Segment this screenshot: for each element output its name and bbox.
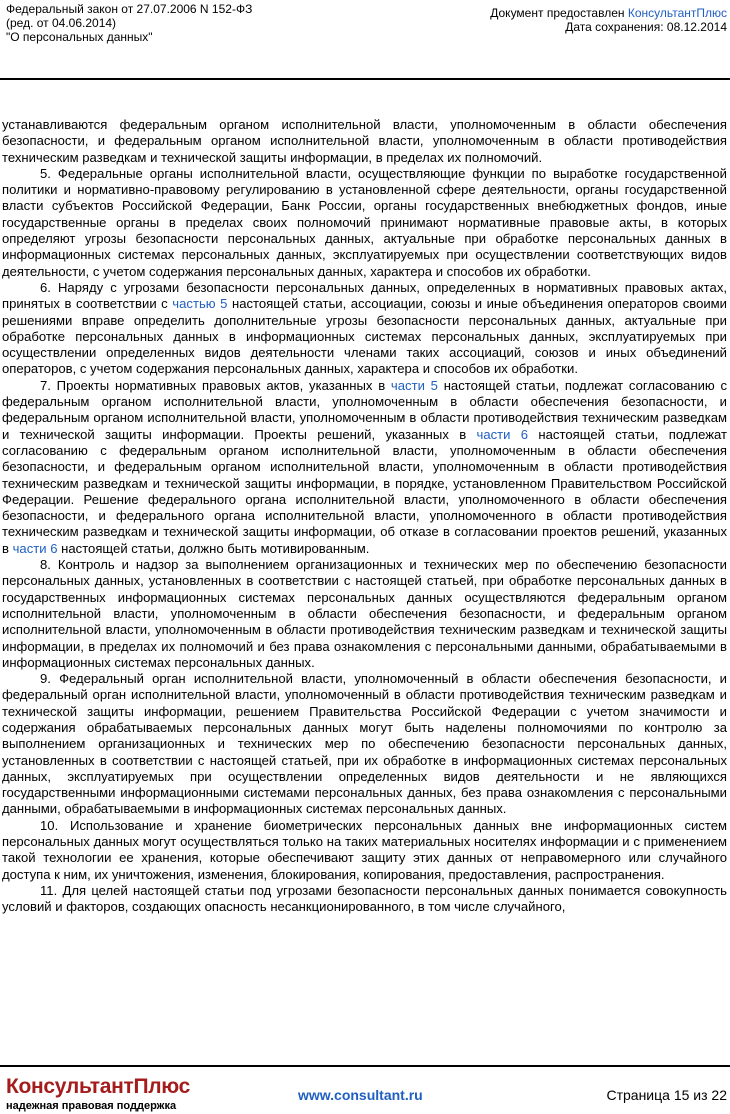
page-number: Страница 15 из 22 <box>606 1087 727 1103</box>
paragraph-6 <box>2 280 727 378</box>
law-title-line-1: Федеральный закон от 27.07.2006 N 152-ФЗ <box>6 2 253 16</box>
footer-divider <box>0 1065 730 1067</box>
link-part-5[interactable]: части 5 <box>390 377 438 393</box>
paragraph-continuation: устанавливаются федеральным органом исполнительной власти, уполномоченным в области обеспечения безопасности, и федеральным органом исполнительной власти, уполномоченным в области противодействия техническим разведкам и технической защиты информации, в пределах их полномочий. <box>2 117 727 165</box>
law-title-block <box>6 2 252 44</box>
paragraph-8: 8. Контроль и надзор за выполнением организационных и технических мер по обеспечению безопасности персональных данных, установленных в соответствии с настоящей статьей, при обработке персональных данных в государственных информационных системах персональных данных осуществляются федеральным органом исполнительной власти, уполномоченным в области обеспечения безопасности, и федеральным органом исполнительной власти, уполномоченным в области противодействия техническим разведкам и технической защиты информации, в пределах их полномочий и без права ознакомления с персональными данными, обрабатываемыми в информационных системах персональных данных. <box>2 557 727 670</box>
paragraph-7-text-c: настоящей статьи, подлежат согласованию с федеральным органом исполнительной власти, уполномоченным в области обеспечения безопасности, и федеральным органом исполнительной власти, уполномоченным в области противодействия техническим разведкам и технической защиты информации, в порядке, установленном Правительством Российской Федерации. Решение федерального органа исполнительной власти, уполномоченного в области обеспечения безопасности, и федерального органа исполнительной власти, уполномоченного в области противодействия техническим разведкам и технической защиты информации, об отказе в согласовании проектов решений, указанных в <box>2 426 727 556</box>
link-part-6[interactable]: части 6 <box>12 540 58 556</box>
document-body <box>2 117 727 916</box>
paragraph-7-text-a: 7. Проекты нормативных правовых актов, указанных в <box>40 377 391 393</box>
provider-brand-link[interactable]: КонсультантПлюс <box>627 6 727 20</box>
brand-tagline: надежная правовая поддержка <box>6 1100 177 1112</box>
paragraph-9: 9. Федеральный орган исполнительной власти, уполномоченный в области обеспечения безопасности, и федеральный орган исполнительной власти, уполномоченный в области противодействия техническим разведкам и технической защиты информации, решением Правительства Российской Федерации с учетом значимости и содержания обрабатываемых персональных данных могут быть наделены полномочиями по контролю за выполнением организационных и технических мер по обеспечению безопасности персональных данных, установленных в соответствии с настоящей статьей, при их обработке в информационных системах персональных данных, эксплуатируемых при осуществлении определенных видов деятельности и не являющихся государственными информационными системами персональных данных, без права ознакомления с персональными данными, обрабатываемыми в информационных системах персональных данных. <box>2 671 727 817</box>
law-title-line-3: "О персональных данных" <box>6 30 153 44</box>
footer-brand <box>6 1075 190 1113</box>
paragraph-11: 11. Для целей настоящей статьи под угрозами безопасности персональных данных понимается совокупность условий и факторов, создающих опасность несанкционированного, в том числе случайного, <box>2 882 727 915</box>
paragraph-6-text-b: настоящей статьи, ассоциации, союзы и иные объединения операторов своими решениями вправе определить дополнительные угрозы безопасности персональных данных, актуальные при обработке персональных данных в информационных системах персональных данных, эксплуатируемых при осуществлении определенных видов деятельности членами таких ассоциаций, союзов и иных объединений операторов, с учетом содержания персональных данных, характера и способов их обработки. <box>2 296 727 377</box>
provided-prefix: Документ предоставлен <box>490 6 628 20</box>
header-divider <box>0 78 730 80</box>
paragraph-6-text-a: 6. Наряду с угрозами безопасности персональных данных, определенных в нормативных правовых актах, принятых в соответствии с <box>2 279 727 312</box>
provided-by <box>490 6 727 20</box>
link-part-5[interactable]: частью 5 <box>172 296 228 312</box>
site-link[interactable]: www.consultant.ru <box>298 1087 423 1103</box>
paragraph-10: 10. Использование и хранение биометрических персональных данных вне информационных систем персональных данных могут осуществляться только на таких материальных носителях информации и с применением такой технологии ее хранения, которые обеспечивают защиту этих данных от неправомерного или случайного доступа к ним, их уничтожения, изменения, блокирования, копирования, предоставления, распространения. <box>2 817 727 882</box>
paragraph-7 <box>2 378 727 557</box>
law-title-line-2: (ред. от 04.06.2014) <box>6 16 117 30</box>
paragraph-5: 5. Федеральные органы исполнительной власти, осуществляющие функции по выработке государственной политики и нормативно-правовому регулированию в установленной сфере деятельности, органы государственной власти субъектов Российской Федерации, Банк России, органы государственных внебюджетных фондов, иные государственные органы в пределах своих полномочий принимают нормативные правовые акты, в которых определяют угрозы безопасности персональных данных, актуальные при обработке персональных данных в информационных системах персональных данных, эксплуатируемых при осуществлении соответствующих видов деятельности, с учетом содержания персональных данных, характера и способов их обработки. <box>2 165 727 279</box>
document-header <box>0 0 730 80</box>
paragraph-7-text-d: настоящей статьи, должно быть мотивированным. <box>57 540 370 556</box>
link-part-6[interactable]: части 6 <box>476 426 529 442</box>
provider-block <box>490 6 727 34</box>
save-date: Дата сохранения: 08.12.2014 <box>565 20 727 34</box>
paragraph-7-text-b: настоящей статьи, подлежат согласованию с федеральным органом исполнительной власти, уполномоченным в области обеспечения безопасности, и федеральным органом исполнительной власти, уполномоченным в области противодействия техническим разведкам и технической защиты информации. Проекты решений, указанных в <box>2 377 728 442</box>
brand-logo-text: КонсультантПлюс <box>6 1075 191 1098</box>
